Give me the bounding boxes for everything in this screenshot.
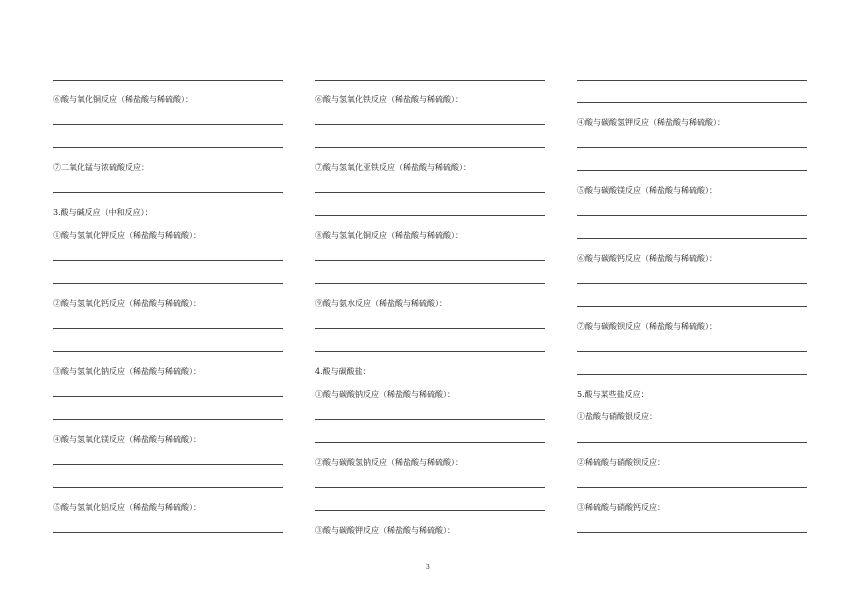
- question-label: ③稀硫酸与硝酸钙反应：: [577, 503, 665, 512]
- answer-line[interactable]: [315, 487, 545, 488]
- section-heading: 4.酸与碳酸盐：: [315, 367, 371, 376]
- question-label: ②稀硫酸与硝酸钡反应：: [577, 458, 665, 467]
- answer-line[interactable]: [53, 192, 283, 193]
- answer-line[interactable]: [577, 215, 807, 216]
- question-label: ⑥酸与碳酸钙反应（稀盐酸与稀硫酸）：: [577, 254, 717, 263]
- answer-line[interactable]: [577, 170, 807, 171]
- answer-line[interactable]: [53, 80, 283, 81]
- answer-line[interactable]: [577, 374, 807, 375]
- answer-line[interactable]: [53, 260, 283, 261]
- section-heading: 3.酸与碱反应（中和反应）：: [53, 208, 153, 217]
- answer-line[interactable]: [577, 102, 807, 103]
- question-label: ⑤酸与氢氧化铝反应（稀盐酸与稀硫酸）：: [53, 503, 201, 512]
- answer-line[interactable]: [577, 306, 807, 307]
- question-label: ⑦二氧化锰与浓硫酸反应：: [53, 163, 149, 172]
- answer-line[interactable]: [315, 283, 545, 284]
- answer-line[interactable]: [577, 487, 807, 488]
- answer-line[interactable]: [315, 510, 545, 511]
- answer-line[interactable]: [53, 124, 283, 125]
- answer-line[interactable]: [53, 328, 283, 329]
- answer-line[interactable]: [315, 215, 545, 216]
- question-label: ③酸与碳酸钾反应（稀盐酸与稀硫酸）：: [315, 526, 455, 535]
- answer-line[interactable]: [315, 328, 545, 329]
- answer-line[interactable]: [53, 532, 283, 533]
- question-label: ⑨酸与氨水反应（稀盐酸与稀硫酸）：: [315, 299, 447, 308]
- answer-line[interactable]: [315, 124, 545, 125]
- answer-line[interactable]: [315, 351, 545, 352]
- question-label: ③酸与氢氧化钠反应（稀盐酸与稀硫酸）：: [53, 367, 201, 376]
- answer-line[interactable]: [53, 147, 283, 148]
- question-label: ⑥酸与氢氧化铁反应（稀盐酸与稀硫酸）：: [315, 95, 463, 104]
- answer-line[interactable]: [577, 147, 807, 148]
- answer-line[interactable]: [53, 464, 283, 465]
- question-label: ①酸与碳酸钠反应（稀盐酸与稀硫酸）：: [315, 390, 455, 399]
- answer-line[interactable]: [577, 283, 807, 284]
- answer-line[interactable]: [315, 260, 545, 261]
- question-label: ⑧酸与氢氧化铜反应（稀盐酸与稀硫酸）：: [315, 231, 463, 240]
- answer-line[interactable]: [577, 238, 807, 239]
- answer-line[interactable]: [577, 532, 807, 533]
- answer-line[interactable]: [577, 80, 807, 81]
- answer-line[interactable]: [577, 442, 807, 443]
- answer-line[interactable]: [315, 419, 545, 420]
- answer-line[interactable]: [315, 80, 545, 81]
- question-label: ②酸与碳酸氢钠反应（稀盐酸与稀硫酸）：: [315, 458, 463, 467]
- question-label: ⑦酸与氢氧化亚铁反应（稀盐酸与稀硫酸）：: [315, 163, 471, 172]
- answer-line[interactable]: [315, 192, 545, 193]
- page-number: 3: [426, 564, 430, 571]
- answer-line[interactable]: [53, 351, 283, 352]
- question-label: ⑦酸与碳酸钡反应（稀盐酸与稀硫酸）：: [577, 322, 717, 331]
- answer-line[interactable]: [53, 283, 283, 284]
- question-label: ⑤酸与碳酸镁反应（稀盐酸与稀硫酸）：: [577, 186, 717, 195]
- answer-line[interactable]: [53, 487, 283, 488]
- answer-line[interactable]: [577, 351, 807, 352]
- answer-line[interactable]: [315, 147, 545, 148]
- question-label: ④酸与氢氧化镁反应（稀盐酸与稀硫酸）：: [53, 435, 201, 444]
- answer-line[interactable]: [53, 396, 283, 397]
- question-label: ②酸与氢氧化钙反应（稀盐酸与稀硫酸）：: [53, 299, 201, 308]
- question-label: ①盐酸与硝酸银反应：: [577, 412, 657, 421]
- question-label: ④酸与碳酸氢钾反应（稀盐酸与稀硫酸）：: [577, 118, 725, 127]
- answer-line[interactable]: [315, 442, 545, 443]
- question-label: ⑥酸与氧化铜反应（稀盐酸与稀硫酸）：: [53, 95, 193, 104]
- section-heading: 5.酸与某些盐反应：: [577, 390, 649, 399]
- answer-line[interactable]: [53, 419, 283, 420]
- question-label: ①酸与氢氧化钾反应（稀盐酸与稀硫酸）：: [53, 231, 201, 240]
